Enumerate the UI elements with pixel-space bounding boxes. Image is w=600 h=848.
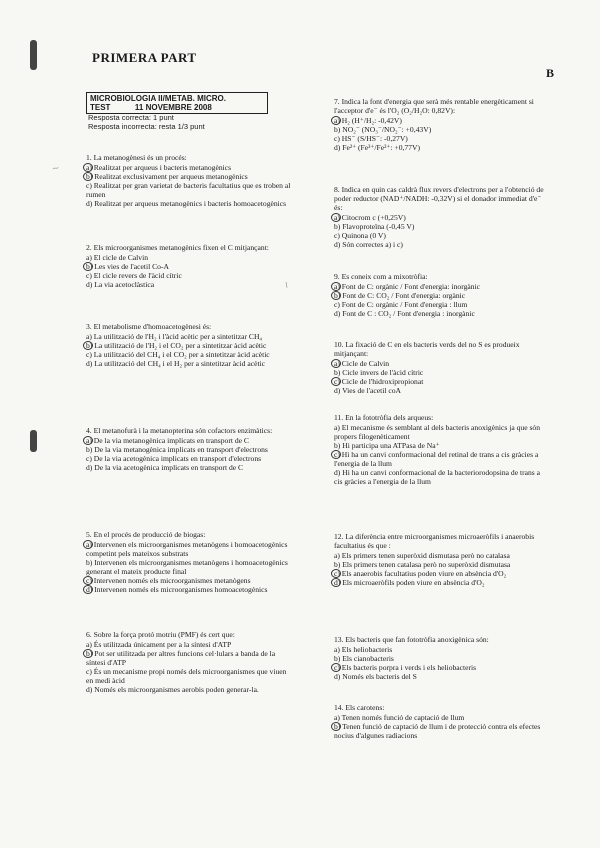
score-correct: Resposta correcta: 1 punt bbox=[88, 113, 174, 122]
question-text: 2. Els microorganismes metanogènics fixen el C mitjançant: bbox=[86, 243, 269, 252]
answer-option[interactable] bbox=[334, 377, 546, 386]
answer-option[interactable] bbox=[334, 231, 546, 240]
answer-option-text: c) Els anaerobis facultatius poden viure en absència d'O₂ bbox=[334, 569, 507, 578]
answer-option-text: c) La utilització del CH₄ i el CO₂ per a sintetitzar àcid acètic bbox=[86, 350, 270, 359]
answer-option-text: b) Les vies de l'acetil Co-A bbox=[86, 262, 169, 271]
answer-option-text: c) El cicle revers de l'àcid cítric bbox=[86, 271, 182, 280]
handwritten-mark: ~ bbox=[280, 280, 292, 290]
answer-option[interactable] bbox=[334, 386, 546, 395]
circled-mark-icon bbox=[331, 450, 341, 459]
circled-mark-icon bbox=[331, 291, 341, 300]
answer-option[interactable] bbox=[86, 332, 292, 341]
score-incorrect: Resposta incorrecta: resta 1/3 punt bbox=[88, 122, 205, 131]
answer-option-text: b) NO₂⁻ (NO₃⁻/NO₂⁻: +0,43V) bbox=[334, 125, 432, 134]
answer-option[interactable] bbox=[86, 454, 292, 463]
answer-option-text: c) Hi ha un canvi conformacional del retinal de trans a cis gràcies a l'energia de la llum bbox=[334, 450, 539, 468]
answer-option[interactable] bbox=[86, 585, 292, 594]
exam-version: B bbox=[546, 66, 555, 80]
question-text: 6. Sobre la força protó motriu (PMF) és cert que: bbox=[86, 630, 235, 639]
circled-mark-icon bbox=[83, 576, 93, 585]
answer-option[interactable] bbox=[86, 262, 292, 271]
answer-option-text: c) Cicle de l'hidroxipropionat bbox=[334, 377, 424, 386]
answer-option-text: d) Font de C : CO₂ / Font d'energia : inorgànic bbox=[334, 309, 475, 318]
answer-option[interactable] bbox=[334, 551, 546, 560]
answer-option[interactable] bbox=[334, 578, 546, 587]
answer-option-text: b) Tenen funció de captació de llum i de protecció contra els efectes nocius d'algunes radiacions bbox=[334, 722, 541, 740]
answer-option-text: c) Els bacteris porpra i verds i els heliobacteris bbox=[334, 663, 477, 672]
answer-option[interactable] bbox=[86, 640, 292, 649]
answer-option[interactable] bbox=[334, 368, 546, 377]
answer-option[interactable] bbox=[334, 654, 546, 663]
question-text: 8. Indica en quin cas caldrà flux revers d'electrons per a l'obtenció de poder reductor (NAD⁺/NADH: -0,32V) si el donador immediat d'e⁻ és: bbox=[334, 185, 544, 212]
answer-option[interactable] bbox=[86, 558, 292, 576]
circled-mark-icon bbox=[83, 649, 93, 658]
answer-option-text: a) Els heliobacteris bbox=[334, 645, 393, 654]
answer-option[interactable] bbox=[334, 282, 546, 291]
answer-option[interactable] bbox=[86, 576, 292, 585]
answer-option[interactable] bbox=[334, 441, 546, 450]
answer-option[interactable] bbox=[334, 222, 546, 231]
answer-option[interactable] bbox=[334, 672, 546, 681]
question-text: 14. Els carotens: bbox=[334, 703, 385, 712]
question-3 bbox=[334, 272, 546, 318]
question-1 bbox=[334, 97, 546, 152]
question-text: 1. La metanogènesi és un procés: bbox=[86, 153, 187, 162]
answer-option[interactable] bbox=[334, 134, 546, 143]
answer-option-text: a) La utilització de l'H₂ i l'àcid acètic per a sintetitzar CH₄ bbox=[86, 332, 263, 341]
answer-option-text: b) Els primers tenen catalasa però no superòxid dismutasa bbox=[334, 560, 511, 569]
circled-mark-icon bbox=[331, 569, 341, 578]
question-5 bbox=[334, 413, 546, 486]
answer-option-text: c) És un mecanisme propi només dels microorganismes que viuen en medi àcid bbox=[86, 667, 287, 685]
circled-mark-icon bbox=[331, 359, 341, 368]
answer-option-text: d) Realitzat per arqueus metanogènics i bacteris homoacetogènics bbox=[86, 199, 287, 208]
answer-option[interactable] bbox=[334, 645, 546, 654]
answer-option[interactable] bbox=[334, 291, 546, 300]
question-text: 7. Indica la font d'energia que serà més rentable energèticament si l'acceptor d'e⁻ és l'O₂ (O₂/H₂O: 0,82V): bbox=[334, 97, 534, 115]
circled-mark-icon bbox=[331, 116, 341, 125]
question-text: 9. Es coneix com a mixotròfia: bbox=[334, 272, 428, 281]
answer-option[interactable] bbox=[86, 540, 292, 558]
answer-option-text: b) Els cianobacteris bbox=[334, 654, 394, 663]
answer-option[interactable] bbox=[86, 685, 292, 694]
answer-option-text: c) Quinona (0 V) bbox=[334, 231, 386, 240]
exam-header-box bbox=[86, 92, 268, 114]
answer-option-text: b) Realitzat exclusivament per arqueus metanogènics bbox=[86, 172, 248, 181]
answer-option-text: c) De la via acetogènica implicats en transport d'electrons bbox=[86, 454, 262, 463]
answer-option[interactable] bbox=[86, 649, 292, 667]
answer-option-text: d) La via acetoclàstica bbox=[86, 280, 155, 289]
answer-option[interactable] bbox=[86, 436, 292, 445]
answer-option-text: a) És utilitzada únicament per a la síntesi d'ATP bbox=[86, 640, 232, 649]
circled-mark-icon bbox=[83, 163, 93, 172]
answer-option[interactable] bbox=[334, 560, 546, 569]
answer-option-text: b) De la via metanogènica implicats en transport d'electrons bbox=[86, 445, 268, 454]
answer-option-text: a) El cicle de Calvin bbox=[86, 253, 148, 262]
circled-mark-icon bbox=[83, 172, 93, 181]
circled-mark-icon bbox=[331, 722, 341, 731]
answer-option[interactable] bbox=[86, 280, 292, 289]
circled-mark-icon bbox=[331, 663, 341, 672]
answer-option[interactable] bbox=[86, 359, 292, 368]
circled-mark-icon bbox=[331, 213, 341, 222]
answer-option-text: d) Intervenen només els microorganismes homoacetogènics bbox=[86, 585, 268, 594]
answer-option[interactable] bbox=[86, 667, 292, 685]
answer-option-text: c) HS⁻ (S/HS⁻: -0,27V) bbox=[334, 134, 408, 143]
question-6 bbox=[86, 630, 292, 694]
circled-mark-icon bbox=[83, 262, 93, 271]
handwritten-mark: ~ bbox=[51, 163, 61, 175]
answer-option-text: b) Pot ser utilitzada per altres funcions cel·lulars a banda de la síntesi d'ATP bbox=[86, 649, 276, 667]
answer-option-text: b) La utilització de l'H₂ i el CO₂ per a sintetitzar àcid acètic bbox=[86, 341, 267, 350]
question-4 bbox=[86, 426, 292, 472]
answer-option-text: d) Vies de l'acetil coA bbox=[334, 386, 401, 395]
answer-option[interactable] bbox=[334, 125, 546, 134]
question-3 bbox=[86, 322, 292, 368]
question-text: 13. Els bacteris que fan fototròfia anoxigènica són: bbox=[334, 635, 489, 644]
answer-option[interactable] bbox=[334, 300, 546, 309]
answer-option[interactable] bbox=[334, 423, 546, 441]
answer-option-text: c) Font de C: orgànic / Font d'energia : llum bbox=[334, 300, 468, 309]
answer-option-text: a) El mecanisme és semblant al dels bacteris anoxigènics ja que són propers filogenèticament bbox=[334, 423, 541, 441]
answer-option[interactable] bbox=[334, 143, 546, 152]
answer-option-text: d) Només els microorganismes aerobis poden generar-la. bbox=[86, 685, 259, 694]
circled-mark-icon bbox=[331, 578, 341, 587]
question-5 bbox=[86, 530, 292, 594]
answer-option-text: d) Només els bacteris del S bbox=[334, 672, 417, 681]
binder-hole bbox=[30, 40, 37, 70]
question-8 bbox=[334, 703, 546, 740]
circled-mark-icon bbox=[331, 377, 341, 386]
answer-option-text: d) De la via acetogènica implicats en transport de C bbox=[86, 463, 244, 472]
answer-option[interactable] bbox=[86, 341, 292, 350]
question-4 bbox=[334, 340, 546, 395]
answer-option[interactable] bbox=[86, 199, 292, 208]
answer-option-text: c) Realitzat per gran varietat de bacteris facultatius que es troben al rumen bbox=[86, 181, 291, 199]
answer-option-text: b) Font de C: CO₂ / Font d'energia: orgànic bbox=[334, 291, 466, 300]
circled-mark-icon bbox=[83, 585, 93, 594]
answer-option-text: a) H₂ (H⁺/H₂: -0,42V) bbox=[334, 116, 402, 125]
question-2 bbox=[334, 185, 546, 249]
question-text: 10. La fixació de C en els bacteris verds del no S es produeix mitjançant: bbox=[334, 340, 520, 358]
answer-option-text: d) Fe²⁺ (Fe³⁺/Fe²⁺: +0,77V) bbox=[334, 143, 420, 152]
question-text: 11. En la fototròfia dels arqueus: bbox=[334, 413, 434, 422]
answer-option[interactable] bbox=[334, 569, 546, 578]
answer-option-text: b) Intervenen els microorganismes metanògens i homoacetogènics generant el mateix producte final bbox=[86, 558, 288, 576]
answer-option[interactable] bbox=[334, 713, 546, 722]
answer-option[interactable] bbox=[86, 163, 292, 172]
circled-mark-icon bbox=[83, 436, 93, 445]
answer-option-text: b) Hi participa una ATPasa de Na⁺ bbox=[334, 441, 440, 450]
answer-option-text: b) Flavoproteïna (-0,45 V) bbox=[334, 222, 415, 231]
answer-option[interactable] bbox=[86, 253, 292, 262]
circled-mark-icon bbox=[83, 540, 93, 549]
question-2 bbox=[86, 243, 292, 289]
question-7 bbox=[334, 635, 546, 681]
answer-option[interactable] bbox=[334, 450, 546, 468]
answer-option[interactable] bbox=[334, 468, 546, 486]
answer-option[interactable] bbox=[86, 350, 292, 359]
binder-hole bbox=[30, 430, 37, 452]
circled-mark-icon bbox=[83, 341, 93, 350]
question-6 bbox=[334, 532, 546, 587]
answer-option[interactable] bbox=[334, 722, 546, 740]
answer-option-text: d) Els microaeròfils poden viure en absència d'O₂ bbox=[334, 578, 485, 587]
answer-option[interactable] bbox=[334, 309, 546, 318]
question-text: 12. La diferència entre microorganismes microaeròfils i anaerobis facultatius és que : bbox=[334, 532, 535, 550]
answer-option[interactable] bbox=[334, 213, 546, 222]
test-date: TEST 11 NOVEMBRE 2008 bbox=[90, 103, 212, 112]
answer-option-text: a) Realitzat per arqueus i bacteris metanogènics bbox=[86, 163, 232, 172]
answer-option-text: a) Cicle de Calvin bbox=[334, 359, 390, 368]
answer-option[interactable] bbox=[86, 271, 292, 280]
page-title: PRIMERA PART bbox=[92, 50, 197, 65]
answer-option[interactable] bbox=[334, 663, 546, 672]
circled-mark-icon bbox=[331, 282, 341, 291]
answer-option-text: d) Hi ha un canvi conformacional de la bacteriorodopsina de trans a cis gràcies a l'energia de la llum bbox=[334, 468, 541, 486]
answer-option[interactable] bbox=[334, 116, 546, 125]
course-name: MICROBIOLOGIA II/METAB. MICRO. bbox=[90, 94, 226, 103]
answer-option-text: a) De la via metanogènica implicats en transport de C bbox=[86, 436, 249, 445]
answer-option[interactable] bbox=[86, 172, 292, 181]
answer-option-text: c) Intervenen només els microorganismes metanògens bbox=[86, 576, 251, 585]
answer-option[interactable] bbox=[86, 463, 292, 472]
answer-option-text: a) Els primers tenen superòxid dismutasa però no catalasa bbox=[334, 551, 510, 560]
answer-option[interactable] bbox=[86, 181, 292, 199]
question-text: 5. En el procés de producció de biogas: bbox=[86, 530, 206, 539]
question-text: 4. El metanofurà i la metanopterina són cofactors enzimàtics: bbox=[86, 426, 273, 435]
answer-option-text: a) Tenen només funció de captació de llum bbox=[334, 713, 465, 722]
answer-option-text: d) La utilització del CH₄ i el H₂ per a sintetitzar àcid acètic bbox=[86, 359, 266, 368]
answer-option-text: a) Font de C: orgànic / Font d'energia: inorgànic bbox=[334, 282, 481, 291]
answer-option[interactable] bbox=[334, 359, 546, 368]
answer-option-text: a) Intervenen els microorganismes metanògens i homoacetogènics competint pels mateixos substrats bbox=[86, 540, 288, 558]
answer-option-text: a) Citocrom c (+0,25V) bbox=[334, 213, 406, 222]
answer-option-text: d) Són correctes a) i c) bbox=[334, 240, 403, 249]
question-text: 3. El metabolisme d'homoacetogènesi és: bbox=[86, 322, 212, 331]
question-1 bbox=[86, 153, 292, 208]
answer-option[interactable] bbox=[86, 445, 292, 454]
answer-option[interactable] bbox=[334, 240, 546, 249]
answer-option-text: b) Cicle invers de l'àcid cítric bbox=[334, 368, 424, 377]
